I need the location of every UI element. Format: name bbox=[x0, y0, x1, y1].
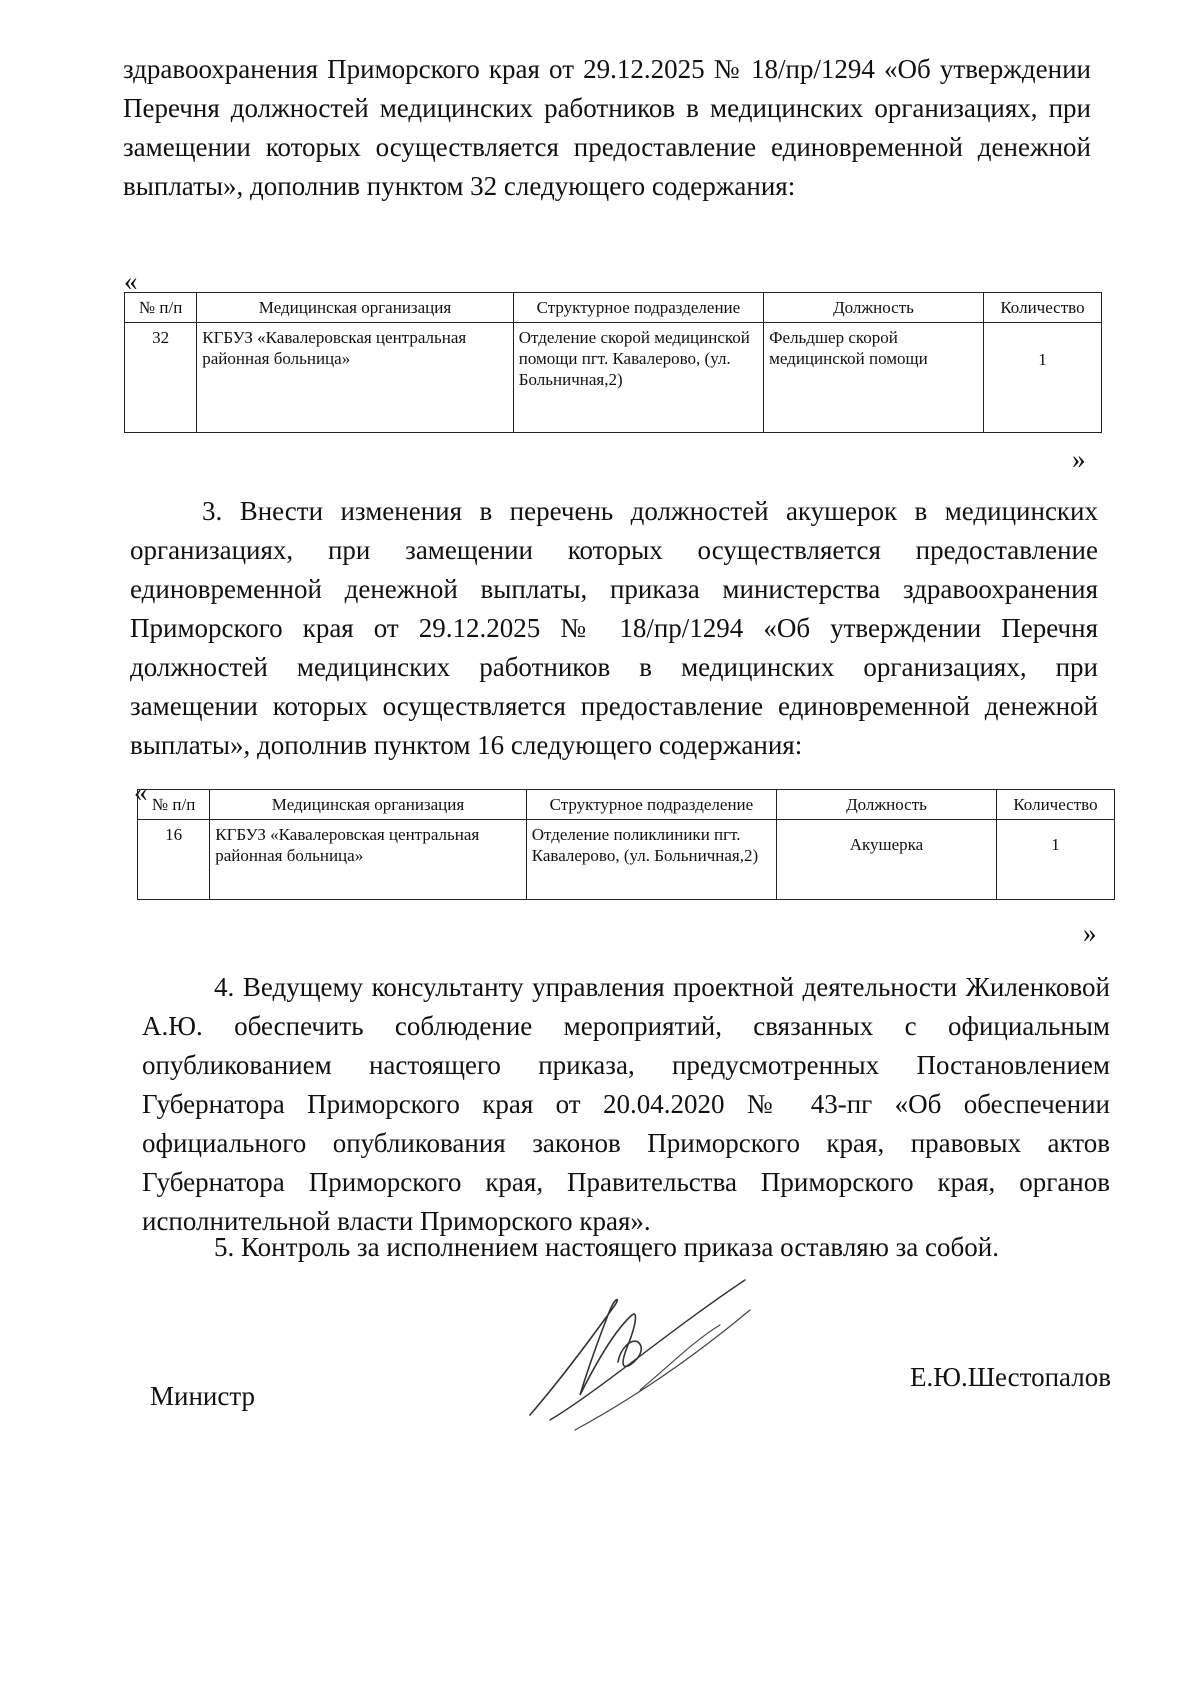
header-pos: Должность bbox=[777, 790, 997, 820]
paragraph-5: 5. Контроль за исполнением настоящего приказа оставляю за собой. bbox=[214, 1232, 999, 1262]
header-num: № п/п bbox=[138, 790, 210, 820]
header-sub: Структурное подразделение bbox=[513, 293, 763, 323]
header-pos: Должность bbox=[764, 293, 984, 323]
handwritten-signature bbox=[520, 1270, 780, 1435]
table-row bbox=[125, 323, 1102, 433]
cell-sub: Отделение скорой медицинской помощи пгт. Кавалерово, (ул. Больничная,2) bbox=[513, 323, 763, 433]
header-num: № п/п bbox=[125, 293, 197, 323]
cell-num: 32 bbox=[125, 323, 197, 433]
table-2 bbox=[137, 789, 1115, 900]
cell-pos: Фельдшер скорой медицинской помощи bbox=[764, 323, 984, 433]
table-2-header-row bbox=[138, 790, 1115, 820]
table1-close-quote: » bbox=[1072, 444, 1086, 474]
cell-sub: Отделение поликлиники пгт. Кавалерово, (ул. Больничная,2) bbox=[526, 820, 776, 900]
table1-open-quote: « bbox=[124, 266, 138, 296]
header-qty: Количество bbox=[983, 293, 1101, 323]
header-qty: Количество bbox=[996, 790, 1114, 820]
cell-qty: 1 bbox=[996, 820, 1114, 900]
table2-open-quote: « bbox=[134, 777, 148, 807]
cell-num: 16 bbox=[138, 820, 210, 900]
intro-paragraph: здравоохранения Приморского края от 29.12.2025 № 18/пр/1294 «Об утверждении Перечня должностей медицинских работников в медицинских организациях, при замещении которых осуществляется предоставление единовременной денежной выплаты», дополнив пунктом 32 следующего содержания: bbox=[123, 54, 1091, 201]
table2-close-quote: » bbox=[1083, 918, 1097, 948]
table-1 bbox=[124, 292, 1102, 433]
table-1-header-row bbox=[125, 293, 1102, 323]
table-row bbox=[138, 820, 1115, 900]
paragraph-4: 4. Ведущему консультанту управления проектной деятельности Жиленковой А.Ю. обеспечить соблюдение мероприятий, связанных с официальным опубликованием настоящего приказа, предусмотренных Постановлением Губернатора Приморского края от 20.04.2020 № 43-пг «Об обеспечении официального опубликования законов Приморского края, правовых актов Губернатора Приморского края, Правительства Приморского края, органов исполнительной власти Приморского края». bbox=[142, 972, 1110, 1236]
cell-pos: Акушерка bbox=[777, 820, 997, 900]
cell-org: КГБУЗ «Кавалеровская центральная районная больница» bbox=[210, 820, 527, 900]
header-org: Медицинская организация bbox=[210, 790, 527, 820]
cell-qty: 1 bbox=[983, 323, 1101, 433]
header-org: Медицинская организация bbox=[197, 293, 514, 323]
paragraph-3: 3. Внести изменения в перечень должностей акушерок в медицинских организациях, при замещении которых осуществляется предоставление единовременной денежной выплаты, приказа министерства здравоохранения Приморского края от 29.12.2025 № 18/пр/1294 «Об утверждении Перечня должностей медицинских работников в медицинских организациях, при замещении которых осуществляется предоставление единовременной денежной выплаты», дополнив пунктом 16 следующего содержания: bbox=[130, 496, 1098, 760]
cell-org: КГБУЗ «Кавалеровская центральная районная больница» bbox=[197, 323, 514, 433]
signer-title: Министр bbox=[150, 1381, 255, 1411]
header-sub: Структурное подразделение bbox=[526, 790, 776, 820]
signer-name: Е.Ю.Шестопалов bbox=[910, 1362, 1111, 1392]
